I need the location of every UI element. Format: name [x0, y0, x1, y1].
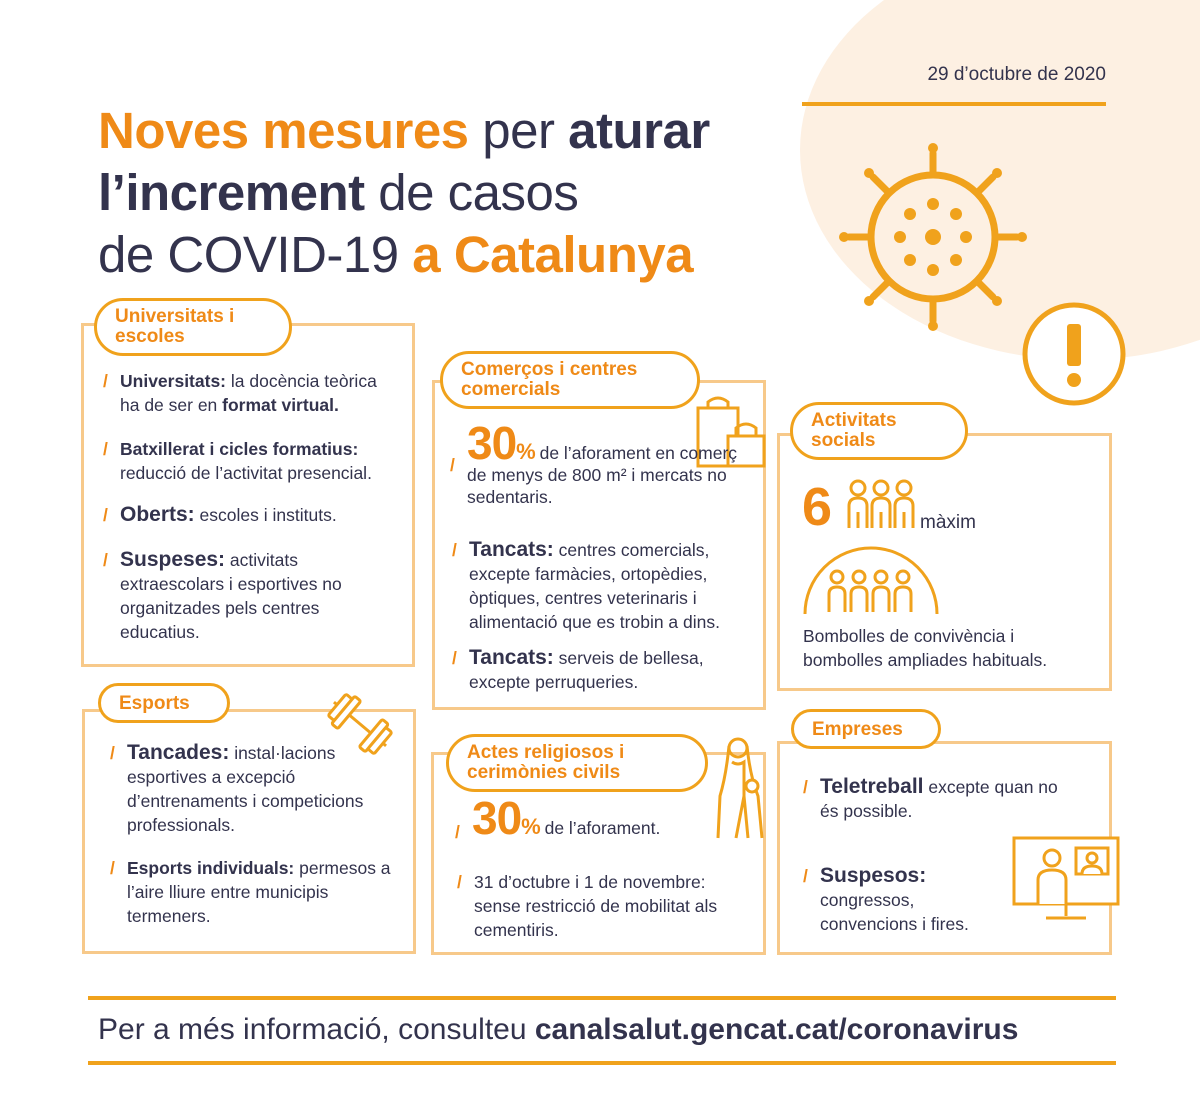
item-text: congressos, convencions i fires. [820, 890, 969, 934]
title-part: de COVID-19 [98, 226, 413, 283]
item-text: escoles i instituts. [194, 505, 337, 525]
percent-value [472, 792, 540, 844]
people-group-icon [846, 478, 916, 532]
list-item [110, 856, 407, 928]
percent-number: 30 [467, 417, 517, 469]
item-bold: Tancades: [127, 741, 230, 764]
list-item [450, 417, 757, 508]
slash-bullet: / [803, 866, 808, 886]
list-item [452, 538, 759, 634]
title-part: aturar [568, 102, 710, 159]
virus-icon [838, 140, 1028, 330]
slash-bullet: / [450, 455, 455, 475]
list-item [803, 775, 1070, 823]
slash-bullet: / [103, 550, 108, 570]
list-item [103, 503, 405, 527]
item-text: instal·lacions esportives a excepció d’entrenaments i competicions professionals. [127, 743, 364, 835]
empreses-title: Empreses [791, 709, 941, 749]
percent-sign: % [521, 814, 540, 839]
item-bold: Batxillerat i cicles formatius: [120, 439, 359, 459]
item-text: excepte quan no és possible. [820, 777, 1058, 821]
slash-bullet: / [103, 439, 108, 459]
item-bold: Tancats: [469, 646, 554, 669]
slash-bullet: / [452, 540, 457, 560]
item-bold: Tancats: [469, 538, 554, 561]
percent-value [467, 417, 535, 469]
slash-bullet: / [110, 743, 115, 763]
item-text: serveis de bellesa, excepte perruqueries. [469, 648, 704, 692]
slash-bullet: / [455, 822, 460, 842]
esports-title: Esports [98, 683, 230, 723]
item-text: 31 d’octubre i 1 de novembre: sense restricció de mobilitat als cementiris. [474, 872, 718, 940]
footer-link[interactable]: canalsalut.gencat.cat/coronavirus [534, 1013, 1019, 1046]
item-bold: Esports individuals: [127, 858, 295, 878]
list-item [457, 870, 744, 942]
bubble-group-icon [802, 544, 940, 616]
footer-top-line [88, 996, 1116, 1000]
bubbles-text: Bombolles de convivència i bombolles ampliades habituals. [803, 626, 1048, 670]
list-item [803, 864, 995, 936]
slash-bullet: / [803, 777, 808, 797]
item-text: de l’aforament en comerç de menys de 800 m² i mercats no sedentaris. [467, 443, 738, 507]
list-item [110, 741, 377, 837]
percent-sign: % [516, 439, 535, 464]
item-text: la docència teòrica ha de ser en [120, 371, 377, 415]
item-text: reducció de l’activitat presencial. [120, 463, 372, 483]
item-bold: Teletreball [820, 775, 924, 798]
item-text: permesos a l’aire lliure entre municipis termeners. [127, 858, 391, 926]
item-bold: Oberts: [120, 503, 195, 526]
slash-bullet: / [457, 872, 462, 892]
warning-icon [1020, 300, 1128, 408]
item-text: activitats extraescolars i esportives no organitzades pels centres educatius. [120, 550, 342, 642]
slash-bullet: / [110, 858, 115, 878]
title-part: Noves mesures [98, 102, 469, 159]
item-text: centres comercials, excepte farmàcies, ortopèdies, òptiques, centres veterinaris i alimentació que es trobin a dins. [469, 540, 720, 632]
list-item [103, 548, 390, 644]
list-item [103, 437, 405, 485]
title-part: a Catalunya [412, 226, 694, 283]
item-bold: Suspesos: [820, 864, 927, 887]
slash-bullet: / [452, 648, 457, 668]
date-label: 29 d’octubre de 2020 [927, 64, 1106, 85]
footer-info [98, 1013, 1018, 1047]
item-text: de l’aforament. [539, 818, 661, 838]
page-title [98, 100, 710, 286]
universitats-title: Universitats i escoles [94, 298, 292, 356]
comercos-title: Comerços i centres comercials [440, 351, 700, 409]
item-bold: Suspeses: [120, 548, 226, 571]
slash-bullet: / [103, 371, 108, 391]
percent-number: 30 [472, 792, 522, 844]
max-label: màxim [920, 512, 976, 533]
footer-bottom-line [88, 1061, 1116, 1065]
list-item [455, 792, 732, 844]
title-part: l’increment [98, 164, 365, 221]
title-part: de casos [364, 164, 579, 221]
title-part: per [468, 102, 569, 159]
item-bold: Universitats: [120, 371, 227, 391]
slash-bullet: / [103, 505, 108, 525]
list-item [103, 369, 400, 417]
date-underline [802, 102, 1106, 106]
videoconference-icon [1012, 836, 1120, 922]
list-item [452, 646, 739, 694]
footer-text: Per a més informació, consulteu [98, 1013, 535, 1046]
max-people-number: 6 [802, 477, 833, 537]
socials-title: Activitats socials [790, 402, 968, 460]
item-bold: format virtual. [222, 395, 339, 415]
actes-title: Actes religiosos i cerimònies civils [446, 734, 708, 792]
